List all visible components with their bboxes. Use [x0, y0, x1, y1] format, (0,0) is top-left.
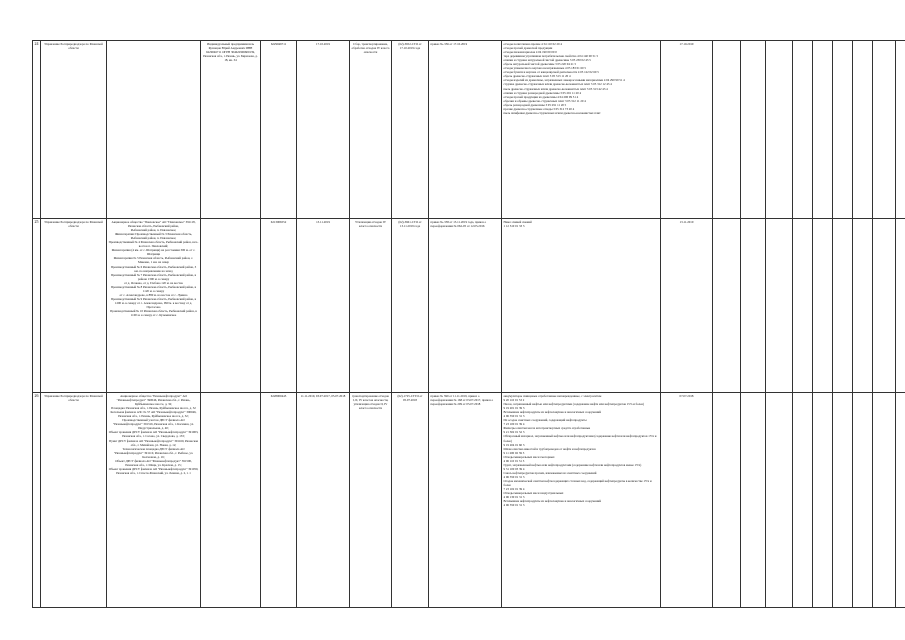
- waste-line: Обтирочный материал, загрязненный нефтью или нефтепродуктами (содержание нефти или нефтепродуктов 15% и более): [503, 434, 657, 443]
- waste-line: отходы пиломатериалов 4 04 190 00 00 0: [503, 50, 557, 55]
- applicant-details: [107, 393, 201, 608]
- waste-line: Отходы минеральных масел моторных: [503, 454, 555, 459]
- empty-cell: [793, 41, 813, 219]
- waste-line: отходы упаковочного картона незагрязненные 4 05 183 01 60 5: [503, 66, 586, 71]
- waste-line: 4 06 130 01 31 3: [503, 495, 525, 500]
- applicant-details: Индивидуальный предприниматель Кузнецов Юрий Андреевич ИНН 6229046711 ОГРН 304622906600139, Рязанская обл., г. Рязань, ул. Бирюзова, д. 18, кв. 34: [201, 41, 261, 219]
- empty-cell: [853, 219, 873, 393]
- applicant-details: [107, 219, 201, 393]
- waste-line: 9 19 201 01 39 3: [503, 406, 525, 411]
- waste-line: пыль шлифовки древесно-стружечных и/или древесно-волокнистых плит: [503, 110, 601, 115]
- waste-line: стружка древесно-стружечных и/или древесно-волокнистых плит 3 05 312 12 43 4: [503, 82, 612, 87]
- order-reference: приказ №-356 от 17.10.2019: [429, 41, 502, 219]
- empty-cell: [713, 41, 741, 219]
- activity-type: Утилизация отходов IV класса опасности: [350, 219, 392, 393]
- applicant-line: Пункт ДРСУ филиала АО "Рязаньнефтепродукт" 391160, Рязанская обл., г. Михайлов, ул. Новая, д. 12;: [109, 438, 198, 447]
- empty-cell: [201, 393, 261, 608]
- applicant-line: Физиотерапия (4 км. от с. Шатрищи) на расстоянии 300 м. от с. Шатрищи: [111, 248, 196, 257]
- waste-line: 4 06 350 01 31 3: [503, 503, 525, 508]
- waste-line: Всплывшие нефтепродукты из нефтеловушек и аналогичных сооружений: [503, 410, 601, 415]
- empty-cell: [713, 219, 741, 393]
- registry-date: 17.10.2019: [661, 41, 713, 219]
- order-reference: приказ №-358 от 13.11.2019 года, приказ о переоформлении № 062-05 от 12.05.2016: [429, 219, 502, 393]
- waste-line: 9 20 110 01 53 2: [503, 398, 525, 403]
- empty-cell: [896, 219, 905, 393]
- empty-cell: [833, 219, 853, 393]
- empty-cell: [766, 219, 793, 393]
- license-registry-table: [32, 40, 905, 608]
- inn-cell: 6213006552: [261, 219, 297, 393]
- waste-line: Отходы минеральных масел индустриальных: [503, 491, 564, 496]
- empty-cell: [713, 393, 741, 608]
- applicant-line: Производственный № 6 Рязанская область, Рыбновский район, 3 км. по направлению на запад: [110, 264, 197, 273]
- waste-line: 9 21 302 01 52 3: [503, 430, 525, 435]
- empty-cell: [873, 41, 896, 219]
- empty-cell: [833, 393, 853, 608]
- licensing-authority: Управление Росприроднадзора по Рязанской области: [41, 41, 107, 219]
- empty-cell: [793, 393, 813, 608]
- waste-line: обрезь натуральной чистой древесины 3 05 220 04 21 5: [503, 62, 577, 67]
- applicant-line: Физиотерапия: Производственный № 3 Рязанская область, Рыбновский район, п. Павловское;: [114, 232, 193, 241]
- waste-line: обрезь разнородной древесины 3 05 291 11 20 5: [503, 102, 567, 107]
- waste-line: Навоз свиней свежий: [503, 220, 532, 224]
- empty-cell: [833, 41, 853, 219]
- waste-line: 4 06 350 01 31 3: [503, 474, 525, 479]
- activity-type: Сбор, транспортирование, обработка отходов IV класса опасности: [350, 41, 392, 219]
- empty-cell: [873, 393, 896, 608]
- empty-cell: [853, 41, 873, 219]
- applicant-line: Котельная филиала АЗС № 57 АО "Рязаньнефтепродукт" 390046, Рязанская обл., г. Рязань, Куйбышевское шоссе, д. 32;: [110, 410, 197, 419]
- waste-line: 4 06 350 01 31 3: [503, 414, 525, 419]
- applicant-line: Площадка: Рязанская обл., г. Рязань, Куйбышевское шоссе, д. 32: [111, 406, 196, 411]
- waste-line: Ил осадок очистных сооружений, содержащий нефтепродукты: [503, 418, 587, 423]
- applicant-line: от д. Ясаково, от д. Глебово 120 м. на восток: [124, 280, 183, 285]
- row-number: 26: [33, 393, 41, 608]
- inn-cell: 6228000445: [261, 393, 297, 608]
- empty-cell: [741, 41, 766, 219]
- empty-cell: [107, 41, 201, 219]
- activity-type: транспортирование отходов I, II, IV классов опасности, утилизация отходов II, IV класса опасности: [350, 393, 392, 608]
- applicant-line: от с. Александрово, в 880 м. на восток от с. Лукино: [119, 292, 188, 297]
- registry-date: 07.07.2018: [661, 393, 713, 608]
- empty-cell: [813, 219, 833, 393]
- applicant-line: Производственный № 7 Рязанская область, Рыбновский район, в районе 1300 м. к северу: [110, 272, 197, 281]
- waste-line: 9 19 204 01 60 3: [503, 442, 525, 447]
- empty-cell: [201, 219, 261, 393]
- empty-cell: [873, 219, 896, 393]
- license-number: (62)-3661-СТО от 13.11.2019 года: [392, 219, 429, 393]
- waste-line: пыль древесно-стружечных и/или древесно-волокнистых плит 3 05 313 42 43 4: [503, 86, 608, 91]
- waste-line: отходы полиэтилена прочие 4 34 110 02 29 4: [503, 42, 562, 46]
- waste-line: тара деревянная утратившая потребительские свойства 4 04 140 00 51 5: [503, 54, 598, 59]
- applicant-line: Объект ДРСУ филиала АО "Рязаньнефтепродукт" 391500, Рязанская обл., г. Шацк, ул. Красная, д. 15;: [115, 458, 192, 467]
- empty-cell: [813, 41, 833, 219]
- order-reference: приказ № 399 от 11.11.2019, приказ о переоформлении № 168 от 03.07.2017, приказ о переоформлении № 209 от 05.07.2018: [429, 393, 502, 608]
- waste-line: обрезки и обрывы древесно-стружечных плит 3 05 312 11 20 4: [503, 98, 586, 103]
- applicant-line: Производственный участок ДРСУ филиала АО "Рязаньнефтепродукт" 391316, Рязанская обл., г. Касимов, ул. Индустриальная, д. 40;: [113, 418, 194, 431]
- waste-line: отходы прочей продукции из древесины 4 04 290 99 51 4: [503, 94, 579, 99]
- empty-cell: [813, 393, 833, 608]
- waste-line: Песок, загрязненный нефтью или нефтепродуктами (содержание нефти или нефтепродуктов 15% и более): [503, 402, 645, 407]
- waste-line: Осадок механической очистки нефтесодержащих сточных вод, содержащий нефтепродукты в количестве 15% и более: [503, 478, 652, 488]
- applicant-line: Акционерное общество "Павловское" АО "Павловское" 391118, Рязанская область, Рыбновский район,: [111, 220, 196, 229]
- applicant-line: Объект хранения ДРСУ филиала АО "Рязаньнефтепродукт" 391050, Рязанская обл., г. Спасск-Рязанский, ул. Ленина, д. 2, г. 1: [108, 466, 199, 475]
- waste-list: [502, 393, 661, 608]
- row-number: 24: [33, 41, 41, 219]
- waste-list: [502, 41, 661, 219]
- waste-line: Всплывшие нефтепродукты из нефтеловушек и аналогичных сооружений: [503, 499, 601, 504]
- waste-line: опилки и стружка натуральной чистой древесины 3 05 230 02 43 5: [503, 58, 591, 63]
- applicant-line: Производственный № 8 Рязанская область, Рыбновский район, в 1120 м. к северу: [110, 284, 197, 293]
- waste-line: Фильтры очистки масла автотранспортных средств отработанные: [503, 426, 591, 431]
- inn-cell: 6229046711: [261, 41, 297, 219]
- applicant-line: Акционерное общество "Рязаньнефтепродукт" АО "Рязаньнефтепродукт" 390046, Рязанская обл., г. Рязань, Куйбышевское шоссе, д. 32;: [116, 394, 191, 407]
- waste-line: 1 12 510 01 33 3: [503, 224, 525, 229]
- applicant-line: Технологическая площадка ДРСУ филиала АО "Рязаньнефтепродукт" 391110, Рязанская обл., г. Рыбное, ул. Колхозная, д. 16;: [113, 446, 194, 459]
- waste-line: 9 31 100 03 39 4: [503, 466, 525, 471]
- decision-date: 17.10.2019: [297, 41, 350, 219]
- waste-line: отходы прочей древесной продукции: [503, 46, 553, 51]
- table-row: [33, 219, 905, 393]
- empty-cell: [853, 393, 873, 608]
- waste-line: отходы изделий из древесины, загрязненных лакокрасочными материалами 4 04 290 99 51 4: [503, 78, 625, 83]
- waste-line: отходы бумаги и картона от канцелярской деятельности 4 05 122 02 60 5: [503, 70, 599, 75]
- applicant-line: Физиотерапия № 5 Рязанская область, Рыбновский район, с. Макеево, 1 км. на север: [113, 256, 194, 265]
- table-row: [33, 393, 905, 608]
- empty-cell: [741, 393, 766, 608]
- waste-list: [502, 219, 661, 393]
- empty-cell: [896, 393, 905, 608]
- waste-line: 9 11 200 02 39 3: [503, 450, 525, 455]
- table-row: [33, 41, 905, 219]
- licensing-authority: Управление Росприроднадзора по Рязанской области: [41, 219, 107, 393]
- waste-line: опилки и стружка разнородной древесины 3 05 291 11 20 4: [503, 90, 582, 95]
- waste-line: Смесь нефтепродуктов прочих, извлекаемых из очистных сооружений: [503, 470, 597, 475]
- empty-cell: [793, 219, 813, 393]
- waste-line: 7 23 100 01 39 4: [503, 422, 525, 427]
- waste-line: Грунт, загрязненный нефтью или нефтепродуктами (содержание нефти или нефтепродуктов менее 15%): [503, 462, 642, 467]
- waste-line: Шлам очистки емкостей и трубопроводов от нефти и нефтепродуктов: [503, 446, 596, 451]
- empty-cell: [766, 41, 793, 219]
- applicant-line: Производственный № 4 Рязанская область, Рыбновский район, юго-восток п. Павловский;: [108, 240, 199, 249]
- waste-line: обрезь древесно-стружечных плит 3 05 313 11 20 4: [503, 74, 571, 79]
- decision-date: 13.11.2019: [297, 219, 350, 393]
- empty-cell: [741, 219, 766, 393]
- waste-line: прочие древесно-стружечные отходы 3 05 312 73 20 4: [503, 106, 575, 111]
- applicant-line: Производственный № 9 Рязанская область, Рыбновский район, в 1200 м. к северу от с. Александрово, 990 м. к востоку от д. Протасово: [110, 296, 197, 309]
- empty-cell: [896, 41, 905, 219]
- applicant-line: Рыбновский район, п. Павловское;: [130, 228, 177, 233]
- waste-line: 7 23 102 01 39 4: [503, 487, 525, 492]
- licensing-authority: Управление Росприроднадзора по Рязанской области: [41, 393, 107, 608]
- row-number: 25: [33, 219, 41, 393]
- empty-cell: [766, 393, 793, 608]
- applicant-line: Производственный № 10 Рязанская область, Рыбновский район, в 1100 м. к северу от с. Кузьминское: [110, 309, 197, 318]
- license-number: (62)-3652-СТО от 17.10.2019 года: [392, 41, 429, 219]
- applicant-line: Объект хранения ДРСУ филиала АО "Рязаньнефтепродукт" 391903, Рязанская обл., г. Сасово, ул. Свердлова, д. 133;: [108, 430, 199, 439]
- license-number: (62)-1725-СТТО от 05.07.2018: [392, 393, 429, 608]
- waste-line: аккумуляторы свинцовые отработанные неповрежденные, с электролитом: [503, 394, 602, 398]
- decision-date: 11.11.2019, 03.07.2017, 05.07.2018: [297, 393, 350, 608]
- waste-line: 4 06 110 01 31 3: [503, 458, 525, 463]
- registry-date: 13.11.2019: [661, 219, 713, 393]
